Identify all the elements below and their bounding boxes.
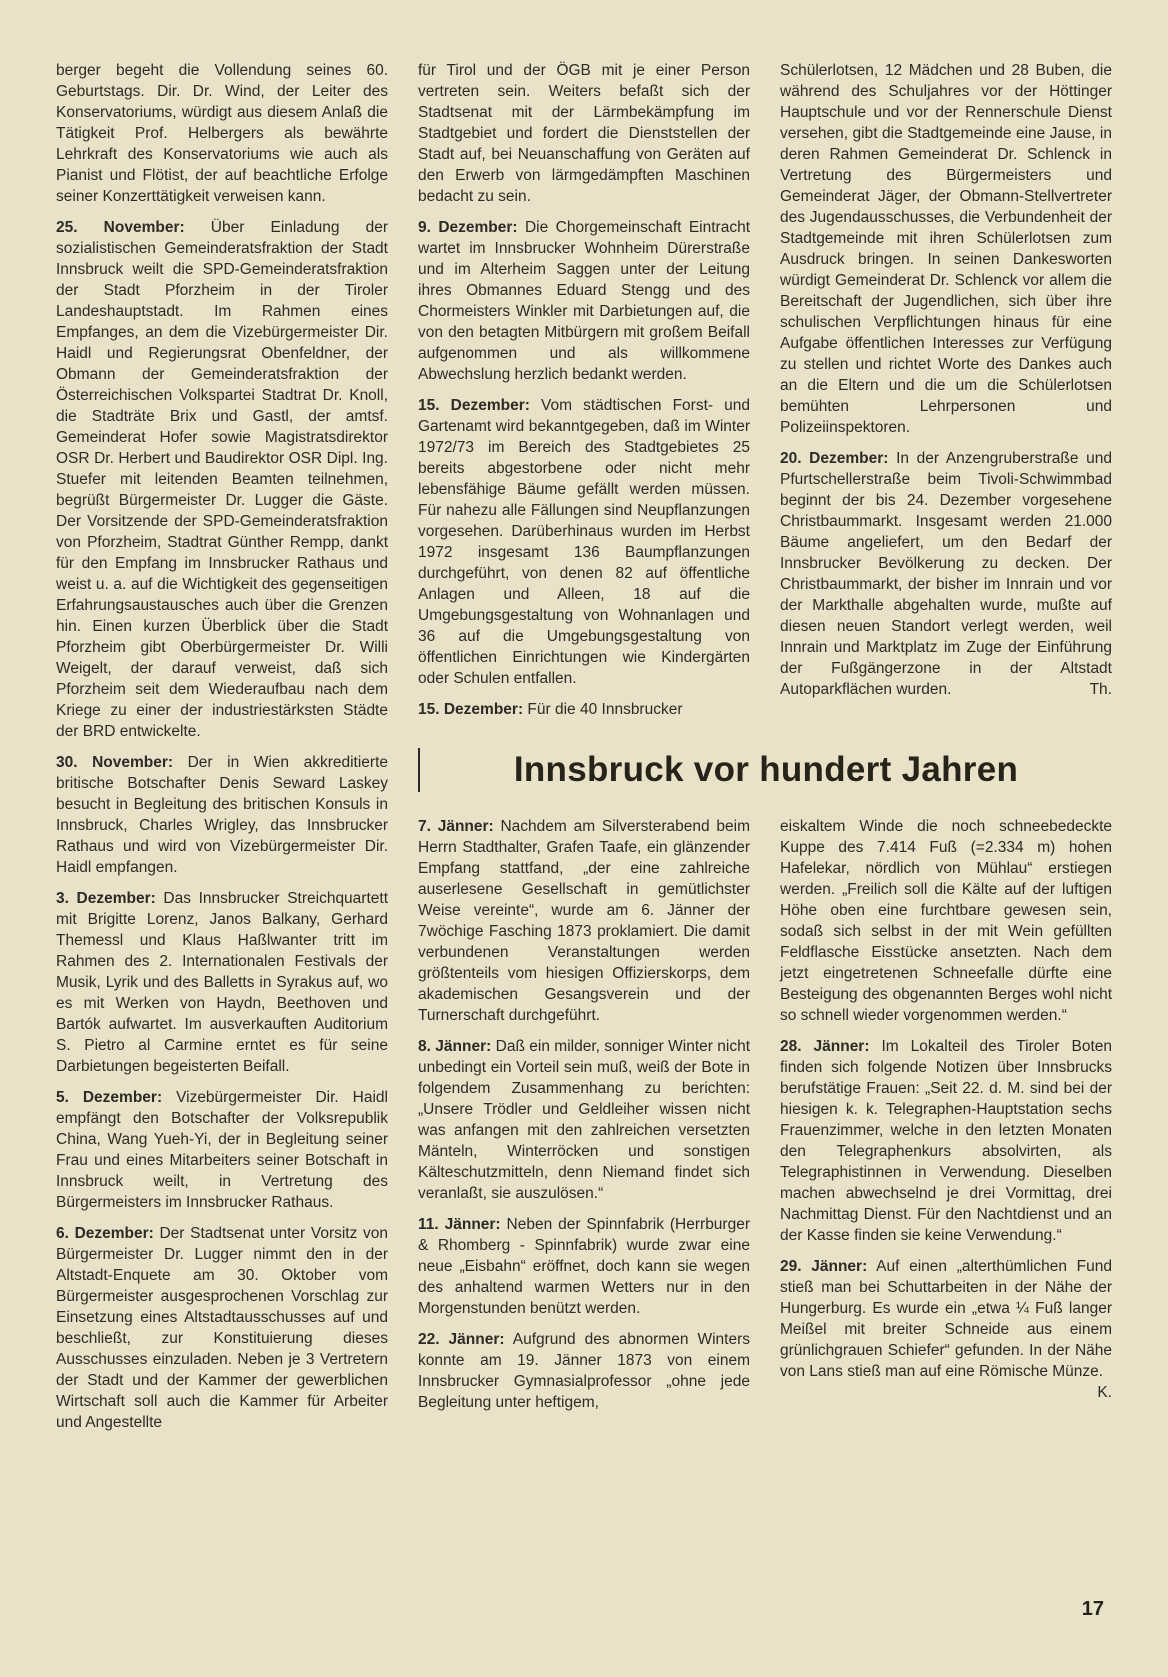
- paragraph: [418, 1329, 750, 1413]
- entry-text: berger begeht die Vollendung seines 60. Geburtstags. Dir. Dr. Wind, der Leiter des Konservatoriums, würdigt aus diesem Anlaß die Tätigkeit Prof. Helbergers als bewährte Lehrkraft des Konservatoriums wie auch als Pianist und Flötist, der auf beachtliche Erfolge seiner Konzerttätigkeit verweisen kann.: [56, 62, 388, 205]
- top-row: [418, 60, 1112, 730]
- middle-column-bottom: [418, 816, 750, 1423]
- entry-date: 15. Dezember:: [418, 397, 530, 414]
- paragraph: [418, 217, 750, 385]
- paragraph: [418, 60, 750, 207]
- entry-text: Der Stadtsenat unter Vorsitz von Bürgermeister Dr. Lugger nimmt den in der Altstadt-Enquete am 30. Oktober vom Bürgermeister ausgesprochenen Vorschlag zur Einsetzung eines Altstadtausschusses auf und beschließt, zur Konstituierung dieses Ausschusses einzuladen. Neben je 3 Vertretern der Stadt und der Kammer der gewerblichen Wirtschaft soll auch die Kammer für Arbeiter und Angestellte: [56, 1225, 388, 1431]
- entry-date: 8. Jänner:: [418, 1038, 492, 1055]
- entry-date: 7. Jänner:: [418, 818, 494, 835]
- entry-date: 15. Dezember:: [418, 701, 524, 718]
- paragraph: [418, 1214, 750, 1319]
- entry-date: 9. Dezember:: [418, 219, 518, 236]
- paragraph: [780, 448, 1112, 700]
- bottom-row: [418, 816, 1112, 1423]
- entry-text: Daß ein milder, sonniger Winter nicht unbedingt ein Vorteil sein muß, weiß der Bote in folgendem Zusammenhang zu berichten: „Unsere Trödler und Geldleiher wissen nicht was anfangen mit den zahlreichen versetzten Mänteln, Winterröcken und sonstigen Kälteschutzmitteln, denn Niemand findet sich veranlaßt, sie auszulösen.“: [418, 1038, 750, 1202]
- entry-text: Neben der Spinnfabrik (Herrburger & Rhomberg - Spinnfabrik) wurde zwar eine neue „Eisbahn“ eröffnet, doch kann sie wegen des anhaltend warmen Wetters nur in den Morgenstunden benützt werden.: [418, 1216, 750, 1317]
- paragraph: [56, 888, 388, 1077]
- left-column: [56, 60, 388, 1443]
- page-content: [56, 60, 1112, 1443]
- entry-text: In der Anzengruberstraße und Pfurtschellerstraße beim Tivoli-Schwimmbad beginnt der bis 24. Dezember vorgesehene Christbaummarkt. Insgesamt werden 21.000 Bäume angeliefert, um den Bedarf der Innsbrucker Bevölkerung zu decken. Der Christbaummarkt, der bisher im Innrain und vor der Markthalle abgehalten wurde, mußte auf diesen neuen Standort verlegt werden, weil Innrain und Marktplatz im Zuge der Einführung der Fußgängerzone in der Altstadt Autoparkflächen wurden.: [780, 450, 1112, 698]
- entry-text: Die Chorgemeinschaft Eintracht wartet im Innsbrucker Wohnheim Dürerstraße und im Alterheim Saggen unter der Leitung ihres Obmannes Eduard Stengg und des Chormeisters Winkler mit Darbietungen auf, die von den betagten Mitbürgern mit großem Beifall aufgenommen und als willkommene Abwechslung herzlich bedankt werden.: [418, 219, 750, 383]
- right-area: [418, 60, 1112, 1443]
- page-number: 17: [1081, 1598, 1104, 1620]
- author-initials: K.: [1097, 1384, 1112, 1401]
- author-initials: Th.: [1089, 681, 1112, 698]
- entry-date: 3. Dezember:: [56, 890, 156, 907]
- paragraph: [56, 60, 388, 207]
- middle-column-top: [418, 60, 750, 730]
- entry-text: Schülerlotsen, 12 Mädchen und 28 Buben, die während des Schuljahres vor der Höttinger Hauptschule und vor der Rennerschule Dienst versehen, gibt die Stadtgemeinde eine Jause, in deren Rahmen Gemeinderat Dr. Schlenck in Vertretung des Bürgermeisters und Gemeinderat Jäger, der Obmann-Stellvertreter des Jugendausschusses, die Verbundenheit der Stadtgemeinde mit ihren Schülerlotsen zum Ausdruck bringen. In seinen Dankesworten würdigt Gemeinderat Dr. Schlenck vor allem die Bereitschaft der Jugendlichen, sich über ihre schulischen Verpflichtungen hinaus für eine Aufgabe öffentlichen Interesses zur Verfügung zu stellen und richtet Worte des Dankes auch an die Eltern und die um die Schülerlotsen bemühten Lehrpersonen und Polizeiinspektoren.: [780, 62, 1112, 436]
- entry-text: Auf einen „alterthümlichen Fund stieß man bei Schuttarbeiten in der Nähe der Hungerburg. Es wurde ein „etwa ¼ Fuß langer Meißel mit breiter Schneide aus einem grünlichgrauen Schiefer“ gefunden. In der Nähe von Lans stieß man auf eine Römische Münze.: [780, 1258, 1113, 1380]
- entry-text: Über Einladung der sozialistischen Gemeinderatsfraktion der Stadt Innsbruck weilt die SPD-Gemeinderatsfraktion der Stadt Pforzheim in der Tiroler Landeshauptstadt. Im Rahmen eines Empfanges, an dem die Vizebürgermeister Dir. Haidl und Regierungsrat Obenfeldner, der Obmann der Gemeinderatsfraktion der Österreichischen Volkspartei Stadtrat Dr. Knoll, die Stadträte Brix und Gastl, der amtsf. Gemeinderat Hofer sowie Magistratsdirektor OSR Dr. Herbert und Baudirektor OSR Dipl. Ing. Stuefer mit leitenden Beamten teilnehmen, begrüßt Bürgermeister Dr. Lugger die Gäste. Der Vorsitzende der SPD-Gemeinderatsfraktion von Pforzheim, Stadtrat Günther Rempp, dankt für den Empfang im Innsbrucker Rathaus und weist u. a. auf die Wichtigkeit des gegenseitigen Erfahrungsaustausches auch über die Grenzen hin. Einen kurzen Überblick über die Stadt Pforzheim gibt Oberbürgermeister Dr. Willi Weigelt, der darauf verweist, daß sich Pforzheim seit dem Wiederaufbau nach dem Kriege zu einer der industriestärksten Städte der BRD entwickelte.: [56, 219, 389, 740]
- entry-text: Der in Wien akkreditierte britische Botschafter Denis Seward Laskey besucht in Begleitung des britischen Konsuls in Innsbruck, Charles Wrigley, das Innsbrucker Rathaus und wird von Vizebürgermeister Dir. Haidl empfangen.: [56, 754, 389, 876]
- entry-date: 5. Dezember:: [56, 1089, 163, 1106]
- paragraph: [418, 395, 750, 689]
- entry-text: Für die 40 Innsbrucker: [527, 701, 683, 718]
- section-heading-row: [418, 744, 1112, 796]
- entry-date: 11. Jänner:: [418, 1216, 501, 1233]
- right-column-bottom: [780, 816, 1112, 1423]
- paragraph: [418, 1036, 750, 1204]
- entry-text: eiskaltem Winde die noch schneebedeckte Kuppe des 7.414 Fuß (=2.334 m) hohen Hafelekar, nördlich von Mühlau“ erstiegen werden. „Freilich soll die Kälte auf der luftigen Höhe oben eine furchtbare gewesen sein, sodaß sich selbst in der mit Wein gefüllten Feldflasche Eisstücke ansetzten. Nach dem jetzt eingetretenen Schneefalle dürfte eine Besteigung des obgenannten Berges wohl nicht so schnell wieder vorgenommen werden.“: [780, 818, 1112, 1024]
- entry-date: 28. Jänner:: [780, 1038, 870, 1055]
- section-heading: Innsbruck vor hundert Jahren: [513, 750, 1019, 789]
- paragraph: [56, 1087, 388, 1213]
- entry-text: Nachdem am Silversterabend beim Herrn Stadthalter, Grafen Taafe, ein glänzender Empfang stattfand, „der eine zahlreiche auserlesene Gesellschaft in gemütlichster Weise vereinte“, wurde am 6. Jänner der 7wöchige Fasching 1873 proklamiert. Die damit verbundenen Veranstaltungen werden größtenteils vom hiesigen Offizierskorps, dem akademischen Gesangsverein und der Turnerschaft durchgeführt.: [418, 818, 750, 1024]
- paragraph: [780, 1256, 1113, 1401]
- paragraph: [418, 816, 750, 1026]
- paragraph: [56, 752, 388, 878]
- entry-text: Im Lokalteil des Tiroler Boten finden sich folgende Notizen über Innsbrucks berufstätige Frauen: „Seit 22. d. M. sind bei der hiesigen k. k. Telegraphen-Hauptstation sechs Frauenzimmer, welche in den letzten Monaten den Telegraphenkurs absolvirten, als Telegraphistinnen in Verwendung. Dieselben machen abwechselnd je drei Vormittag, drei Nachmittag Dienst. Für den Nachtdienst und an der Kasse finden sie keine Verwendung.“: [780, 1038, 1112, 1244]
- paragraph: [56, 1223, 388, 1433]
- entry-date: 20. Dezember:: [780, 450, 889, 467]
- paragraph: [780, 60, 1112, 438]
- paragraph: [418, 699, 750, 720]
- entry-date: 25. November:: [56, 219, 185, 236]
- entry-date: 29. Jänner:: [780, 1258, 868, 1275]
- entry-text: Vizebürgermeister Dir. Haidl empfängt den Botschafter der Volksrepublik China, Wang Yueh-Yi, der in Begleitung seiner Frau und eines Mitarbeiters seiner Botschaft in Innsbruck weilt, in Vertretung des Bürgermeisters im Innsbrucker Rathaus.: [56, 1089, 388, 1211]
- entry-date: 30. November:: [56, 754, 174, 771]
- paragraph: [56, 217, 388, 742]
- entry-text: Vom städtischen Forst- und Gartenamt wird bekanntgegeben, daß im Winter 1972/73 im Bereich des Stadtgebietes 25 bereits abgestorbene oder nicht mehr lebensfähige Bäume gefällt werden müssen. Für nahezu alle Fällungen sind Neupflanzungen vorgesehen. Darüberhinaus wurden im Herbst 1972 insgesamt 136 Baumpflanzungen durchgeführt, von denen 82 auf öffentliche Anlagen und Alleen, 18 auf die Umgebungsgestaltung von Wohnanlagen und 36 auf die Umgebungsgestaltung von öffentlichen Einrichtungen wie Kindergärten oder Schulen entfallen.: [418, 397, 750, 687]
- paragraph: [780, 816, 1112, 1026]
- entry-text: Das Innsbrucker Streichquartett mit Brigitte Lorenz, Janos Balkany, Gerhard Themessl und Klaus Haßlwanter tritt im Rahmen des 2. Internationalen Festivals der Musik, Lyrik und des Balletts in Syrakus auf, wo es mit Werken von Haydn, Beethoven und Bartók aufwartet. Im ausverkauften Auditorium S. Pietro al Carmine erntet es für seine Darbietungen begeisterten Beifall.: [56, 890, 389, 1075]
- entry-text: für Tirol und der ÖGB mit je einer Person vertreten sein. Weiters befaßt sich der Stadtsenat mit der Lärmbekämpfung im Stadtgebiet und fordert die Dienststellen der Stadt auf, bei Neuanschaffung von Geräten auf den Erwerb von lärmgedämpften Maschinen bedacht zu sein.: [418, 62, 750, 205]
- entry-date: 6. Dezember:: [56, 1225, 154, 1242]
- entry-text: Aufgrund des abnormen Winters konnte am 19. Jänner 1873 von einem Innsbrucker Gymnasialprofessor „ohne jede Begleitung unter heftigem,: [418, 1331, 750, 1411]
- paragraph: [780, 1036, 1112, 1246]
- entry-date: 22. Jänner:: [418, 1331, 505, 1348]
- right-column-top: [780, 60, 1112, 730]
